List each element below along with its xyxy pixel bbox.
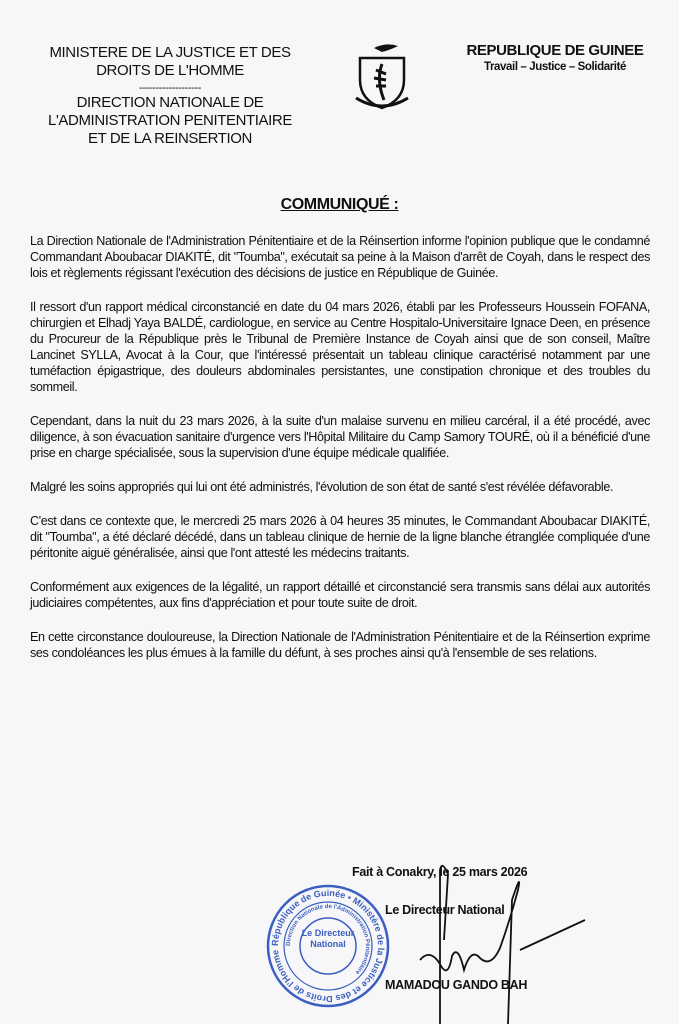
stamp-inner-text: Direction Nationale de l'Administration Pénitentiaire	[285, 903, 371, 976]
country-name: REPUBLIQUE DE GUINEE	[466, 42, 644, 59]
ministry-header	[20, 44, 320, 148]
signatory-role: Le Directeur National	[385, 903, 505, 917]
paragraph: C'est dans ce contexte que, le mercredi 25 mars 2026 à 04 heures 35 minutes, le Commandant Aboubacar DIAKITÉ, dit "Toumba", a été déclaré décédé, dans un tableau clinique de hernie de la ligne blanche étranglée compliquée d'une péritonite aiguë généralisée, ainsi que l'ont attesté les médecins traitants.	[30, 514, 650, 560]
paragraph: Malgré les soins appropriés qui lui ont été administrés, l'évolution de son état de santé s'est révélée défavorable.	[30, 480, 614, 494]
ministry-name-line2: DROITS DE L'HOMME	[96, 62, 244, 79]
signatory-name: MAMADOU GANDO BAH	[385, 978, 528, 992]
place-date: Fait à Conakry, le 25 mars 2026	[352, 865, 528, 879]
stamp-outer-text: République de Guinée • Ministère de la Justice et des Droits de l'Homme	[269, 887, 387, 1005]
paragraph: Il ressort d'un rapport médical circonstancié en date du 04 mars 2026, établi par les Professeurs Houssein FOFANA, chirurgien et Elhadj Yaya BALDÉ, cardiologue, en service au Centre Hospitalo-Universitaire Ignace Deen, en présence du Procureur de la République près le Tribunal de Première Instance de Coyah ainsi que de son conseil, Maître Lancinet SYLLA, Avocat à la Cour, que l'intéressé présentait un tableau clinique caractérisé notamment par une tuméfaction épigastrique, des douleurs abdominales persistantes, une constipation chronique et des troubles du sommeil.	[30, 300, 650, 394]
paragraph: La Direction Nationale de l'Administration Pénitentiaire et de la Réinsertion informe l'opinion publique que le condamné Commandant Aboubacar DIAKITÉ, dit "Toumba", exécutait sa peine à la Maison d'arrêt de Coyah, dans le respect des lois et règlements régissant l'exécution des décisions de justice en République de Guinée.	[30, 234, 650, 280]
document-body	[30, 233, 650, 679]
stamp-center-text: Le Directeur National	[301, 928, 355, 949]
paragraph: Cependant, dans la nuit du 23 mars 2026, à la suite d'un malaise survenu en milieu carcéral, il a été procédé, avec diligence, à son évacuation sanitaire d'urgence vers l'Hôpital Militaire du Camp Samory TOURÉ, où il a bénéficié d'une prise en charge spécialisée, sous la supervision d'une équipe médicale qualifiée.	[30, 414, 650, 460]
paragraph: En cette circonstance douloureuse, la Direction Nationale de l'Administration Pénitentiaire et de la Réinsertion exprime ses condoléances les plus émues à la famille du défunt, à ses proches ainsi qu'à l'ensemble de ses relations.	[30, 630, 650, 660]
direction-name-line1: DIRECTION NATIONALE DE	[76, 94, 264, 111]
ministry-name-line1: MINISTERE DE LA JUSTICE ET DES	[49, 44, 291, 61]
direction-name-line2: L'ADMINISTRATION PENITENTIAIRE	[48, 112, 292, 129]
header-separator: -------------------	[139, 82, 201, 94]
official-stamp	[265, 883, 391, 1009]
document-title: COMMUNIQUÉ :	[280, 196, 399, 213]
national-motto: Travail – Justice – Solidarité	[483, 61, 627, 73]
republic-header	[440, 42, 670, 74]
handwritten-signature	[400, 860, 590, 1024]
direction-name-line3: ET DE LA REINSERTION	[88, 130, 252, 147]
coat-of-arms-icon	[346, 40, 418, 112]
paragraph: Conformément aux exigences de la légalité, un rapport détaillé et circonstancié sera transmis sans délai aux autorités judiciaires compétentes, aux fins d'appréciation et pour toute suite de droit.	[30, 580, 650, 610]
